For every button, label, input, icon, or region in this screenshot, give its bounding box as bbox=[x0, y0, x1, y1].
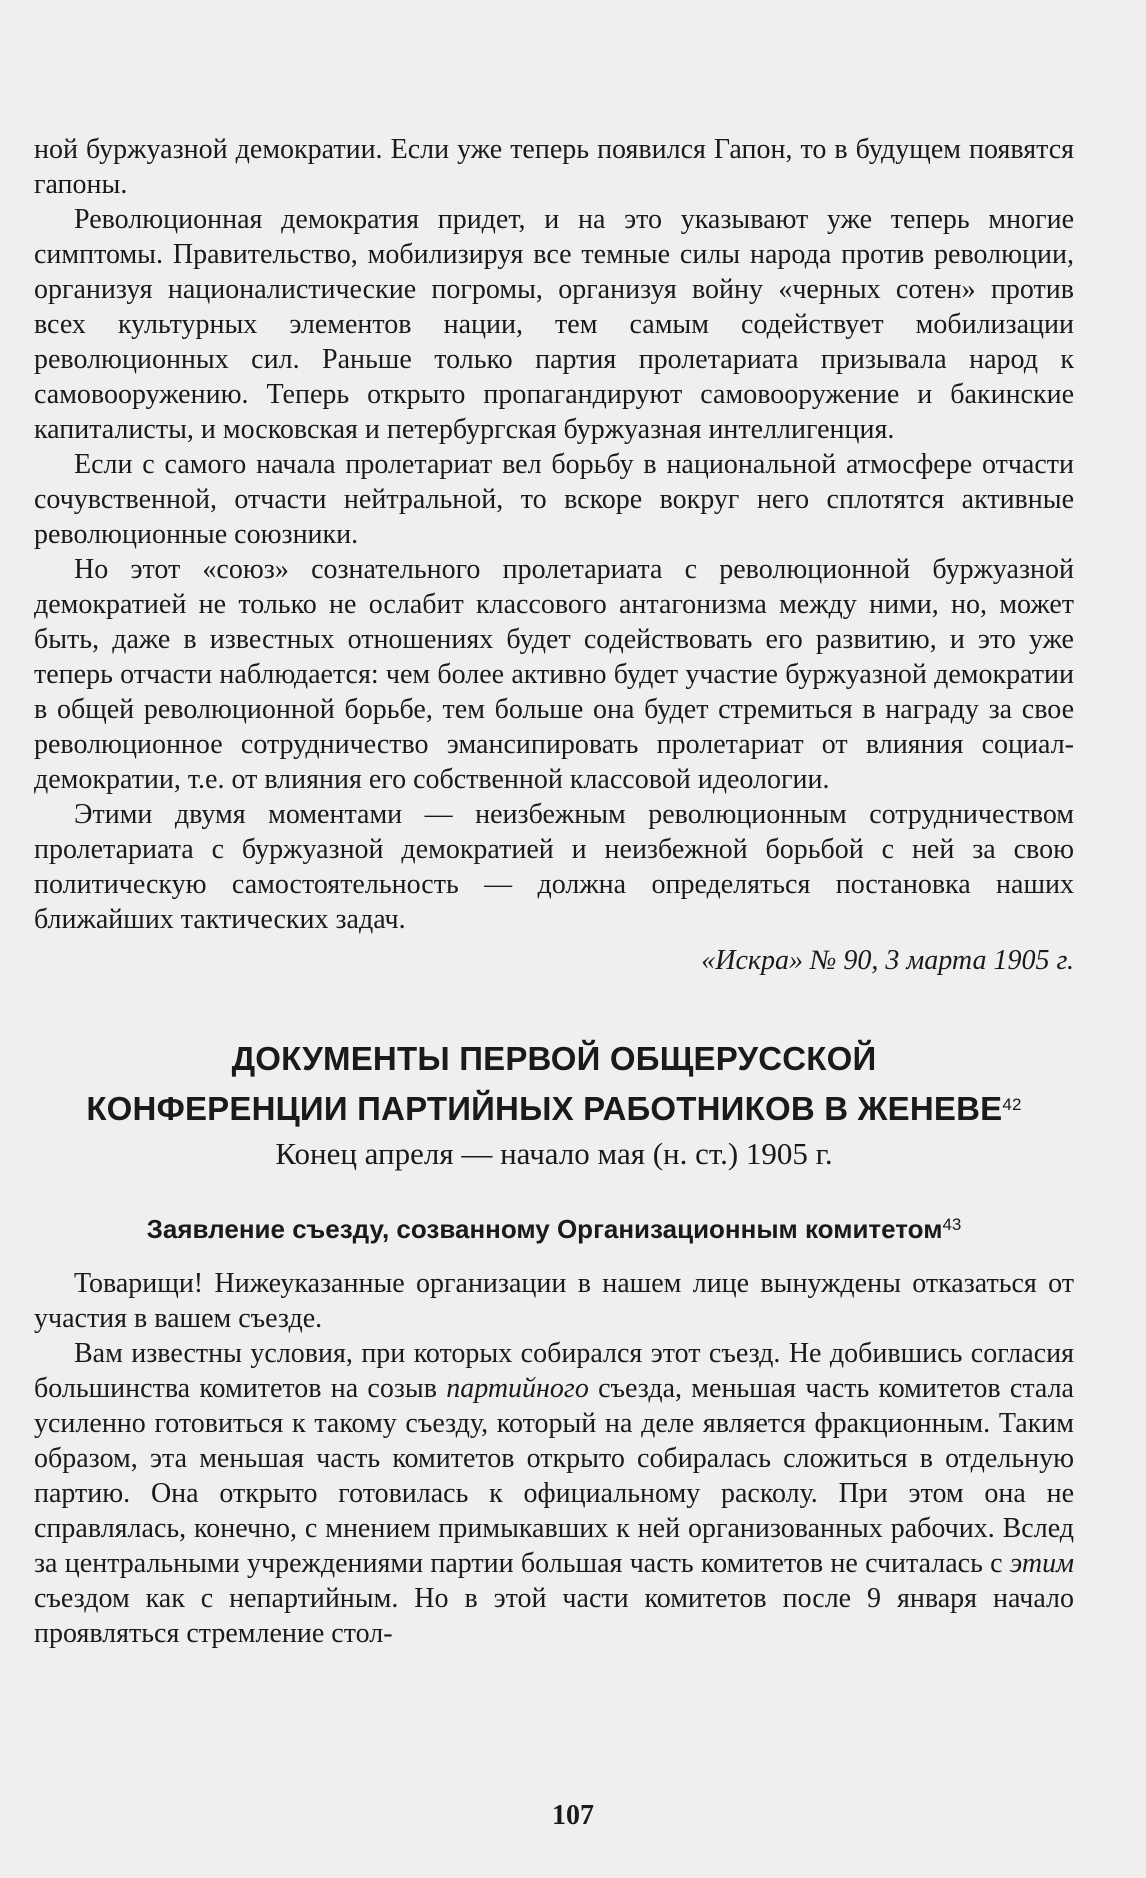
section-title bbox=[34, 1212, 1074, 1246]
paragraph: Этими двумя моментами — неизбежным революционным сотрудничеством пролетариата с буржуазной демократией и неизбежной борьбой с ней за свою политическую самостоятельность — должна определяться постановка наших ближайших тактических задач. bbox=[34, 799, 1074, 935]
paragraph bbox=[34, 1336, 1074, 1651]
paragraph: Но этот «союз» сознательного пролетариата с революционной буржуазной демократией не только не ослабит классового антагонизма между ними, но, может быть, даже в известных отношениях будет содействовать его развитию, и это уже теперь отчасти наблюдается: чем более активно будет участие буржуазной демократии в общей революционной борьбе, тем больше она будет стремиться в награду за свое революционное сотрудничество эмансипировать пролетариат от влияния социал-демократии, т.е. от влияния его собственной классовой идеологии. bbox=[34, 554, 1074, 795]
source-citation: «Искра» № 90, 3 марта 1905 г. bbox=[701, 945, 1074, 976]
paragraph: Если с самого начала пролетариат вел борьбу в национальной атмосфере отчасти сочувственной, отчасти нейтральной, то вскоре вокруг него сплотятся активные революционные союзники. bbox=[34, 449, 1074, 550]
document-title-line-2: КОНФЕРЕНЦИИ ПАРТИЙНЫХ РАБОТНИКОВ В ЖЕНЕВЕ bbox=[86, 1090, 1003, 1127]
section-title-text: Заявление съезду, созванному Организационным комитетом bbox=[146, 1214, 943, 1244]
page-text bbox=[34, 132, 1074, 1651]
paragraph: Революционная демократия придет, и на это указывают уже теперь многие симптомы. Правительство, мобилизируя все темные силы народа против революции, организуя националистические погромы, организуя войну «черных сотен» против всех культурных элементов нации, тем самым содействует мобилизации революционных сил. Раньше только партия пролетариата призывала народ к самовооружению. Теперь открыто пропагандируют самовооружение и бакинские капиталисты, и московская и петербургская буржуазная интеллигенция. bbox=[34, 204, 1074, 445]
page-number: 107 bbox=[552, 1800, 594, 1831]
italic-text: партийного bbox=[446, 1373, 589, 1404]
text-run: съездом как с непартийным. Но в этой части комитетов после 9 января начало проявляться стремление стол- bbox=[34, 1583, 1074, 1649]
text-run: Вам известны условия, при которых собирался этот съезд. Не добившись согласия большинства комитетов на созыв bbox=[34, 1338, 1074, 1404]
document-date: Конец апреля — начало мая (н. ст.) 1905 г. bbox=[275, 1136, 833, 1171]
footnote-ref: 43 bbox=[942, 1215, 962, 1234]
paragraph: ной буржуазной демократии. Если уже теперь появился Гапон, то в будущем появятся гапоны. bbox=[34, 134, 1074, 200]
document-title bbox=[34, 1034, 1074, 1134]
text-run: съезда, меньшая часть комитетов стала усиленно готовиться к такому съезду, который на деле является фракционным. Таким образом, эта меньшая часть комитетов открыто собиралась сложиться в отдельную партию. Она открыто готовилась к официальному расколу. При этом она не справлялась, конечно, с мнением примыкавших к ней организованных рабочих. Вслед за центральными учреждениями партии большая часть комитетов не считалась с bbox=[34, 1373, 1074, 1579]
paragraph: Товарищи! Нижеуказанные организации в нашем лице вынуждены отказаться от участия в вашем съезде. bbox=[34, 1268, 1074, 1334]
document-title-line-1: ДОКУМЕНТЫ ПЕРВОЙ ОБЩЕРУССКОЙ bbox=[231, 1040, 877, 1077]
italic-text: этим bbox=[1009, 1548, 1074, 1579]
footnote-ref: 42 bbox=[1002, 1095, 1022, 1114]
